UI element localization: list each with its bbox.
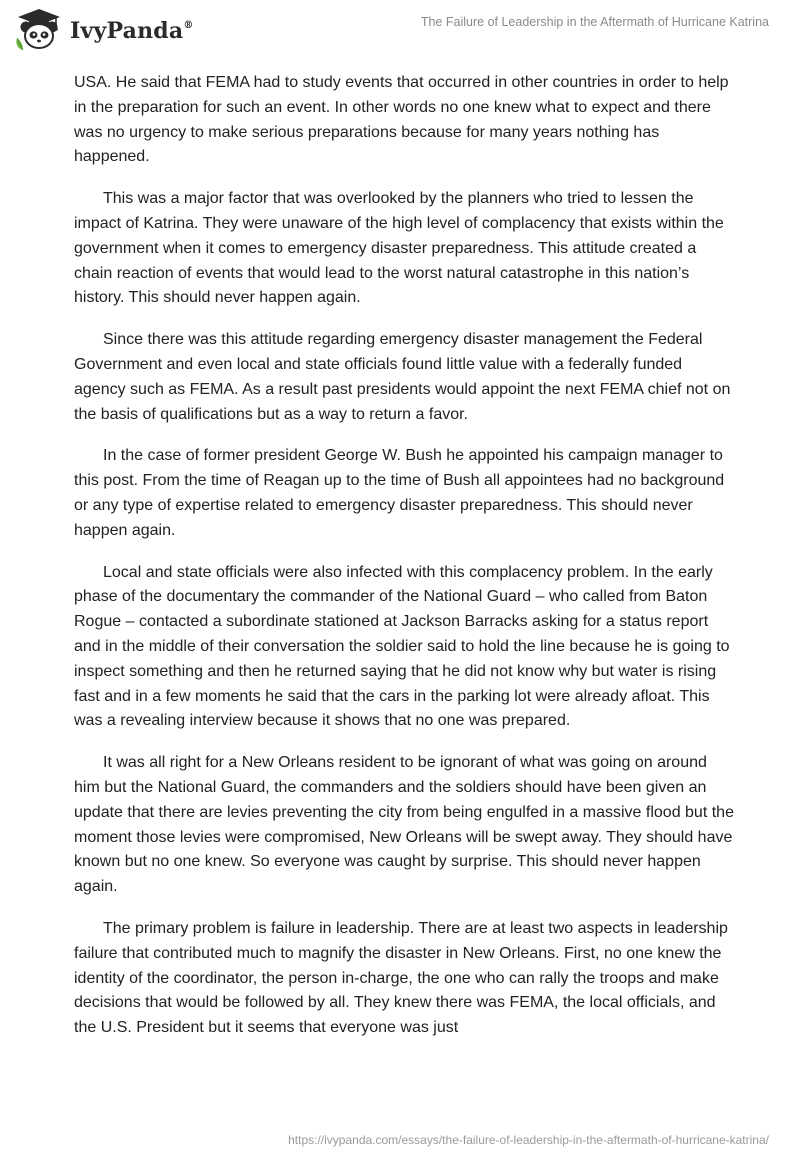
paragraph: USA. He said that FEMA had to study events that occurred in other countries in order to help in the preparation for such an event. In other words no one knew what to expect and there was no urgency to make serious preparations because for many years nothing has happened. — [74, 74, 729, 166]
paragraph: The primary problem is failure in leadership. There are at least two aspects in leadership failure that contributed much to magnify the disaster in New Orleans. First, no one knew the identity of the coordinator, the person in-charge, the one who can rally the troops and make decisions that would be followed by all. They knew there was FEMA, the local officials, and the U.S. President but it seems that everyone was just — [74, 919, 728, 1037]
panda-graduate-icon — [14, 8, 64, 52]
paragraph: Since there was this attitude regarding emergency disaster management the Federal Government and even local and state officials found little value with a federally funded agency such as FEMA. As a result past presidents would appoint the next FEMA chief not on the basis of qualifications but as a way to return a favor. — [74, 331, 731, 423]
page-header — [0, 0, 800, 60]
registered-mark: ® — [183, 19, 194, 31]
ivypanda-logo[interactable] — [14, 8, 194, 52]
document-title: The Failure of Leadership in the Aftermath of Hurricane Katrina — [420, 15, 769, 29]
logo-wordmark — [70, 18, 194, 44]
paragraph: It was all right for a New Orleans resident to be ignorant of what was going on around him but the National Guard, the commanders and the soldiers should have been given an update that there are levies preventing the city from being engulfed in a massive flood but the moment those levies were compromised, New Orleans will be swept away. They should have known but no one knew. So everyone was caught by surprise. This should never happen again. — [74, 754, 734, 896]
logo-text: IvyPanda — [70, 18, 184, 44]
paragraph: In the case of former president George W. Bush he appointed his campaign manager to this post. From the time of Reagan up to the time of Bush all appointees had no background or any type of expertise related to emergency disaster preparedness. This should never happen again. — [74, 447, 725, 539]
paragraph: This was a major factor that was overlooked by the planners who tried to lessen the impact of Katrina. They were unaware of the high level of complacency that exists within the government when it comes to emergency disaster preparedness. This attitude created a chain reaction of events that would lead to the worst natural catastrophe in this nation’s history. This should never happen again. — [74, 190, 724, 307]
source-url-link[interactable]: https://ivypanda.com/essays/the-failure-of-leadership-in-the-aftermath-of-hurricane-katrina/ — [288, 1133, 769, 1147]
essay-body — [74, 71, 734, 1058]
paragraph: Local and state officials were also infected with this complacency problem. In the early phase of the documentary the commander of the National Guard – who called from Baton Rogue – contacted a subordinate stationed at Jackson Barracks asking for a status report and in the middle of their conversation the soldier said to hold the line because he is going to inspect something and then he returned saying that he did not know why but water is rising fast and in a few moments he said that the cars in the parking lot were already afloat. This was a revealing interview because it shows that no one was prepared. — [74, 563, 730, 730]
